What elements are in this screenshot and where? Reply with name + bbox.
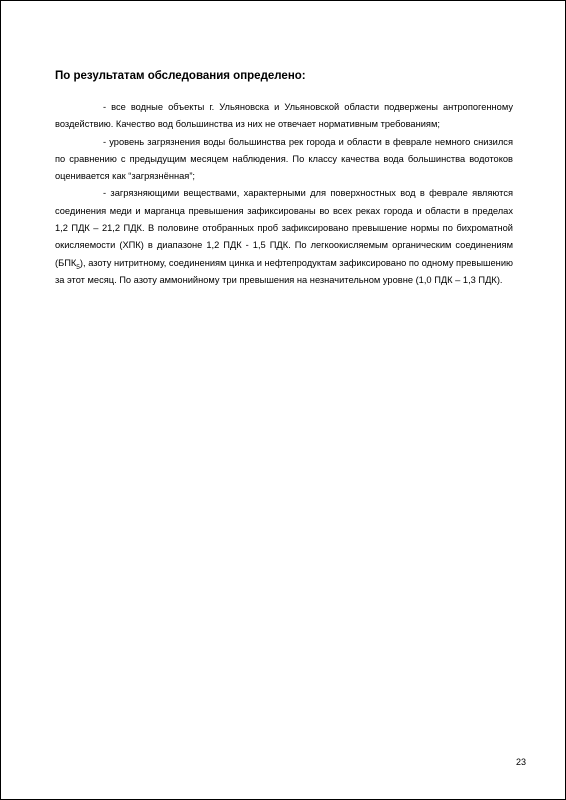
section-heading: По результатам обследования определено:	[55, 70, 306, 82]
paragraph-3-part-2: ), азоту нитритному, соединениям цинка и нефтепродуктам зафиксировано по одному превышению за этот месяц. По азоту аммонийному три превышения на незначительном уровне (1,0 ПДК – 1,3 ПДК).	[55, 257, 513, 285]
paragraph-3-part-1: - загрязняющими веществами, характерными для поверхностных вод в феврале являются соединения меди и марганца превышения зафиксированы во всех реках города и области в пределах 1,2 ПДК – 21,2 ПДК. В половине отобранных проб зафиксировано превышение нормы по бихроматной окисляемости (ХПК) в диапазоне 1,2 ПДК - 1,5 ПДК. По легкоокисляемым органическим соединениям (БПК	[55, 188, 513, 268]
paragraph-3	[55, 185, 513, 289]
body-text	[55, 99, 513, 289]
page-number: 23	[516, 757, 527, 767]
bpk-subscript: 5	[76, 263, 80, 271]
paragraph-2: - уровень загрязнения воды большинства рек города и области в феврале немного снизился по сравнению с предыдущим месяцем наблюдения. По классу качества вода большинства водотоков оценивается как “загрязнённая”;	[55, 136, 513, 182]
paragraph-1: - все водные объекты г. Ульяновска и Ульяновской области подвержены антропогенному воздействию. Качество вод большинства из них не отвечает нормативным требованиям;	[55, 102, 513, 130]
